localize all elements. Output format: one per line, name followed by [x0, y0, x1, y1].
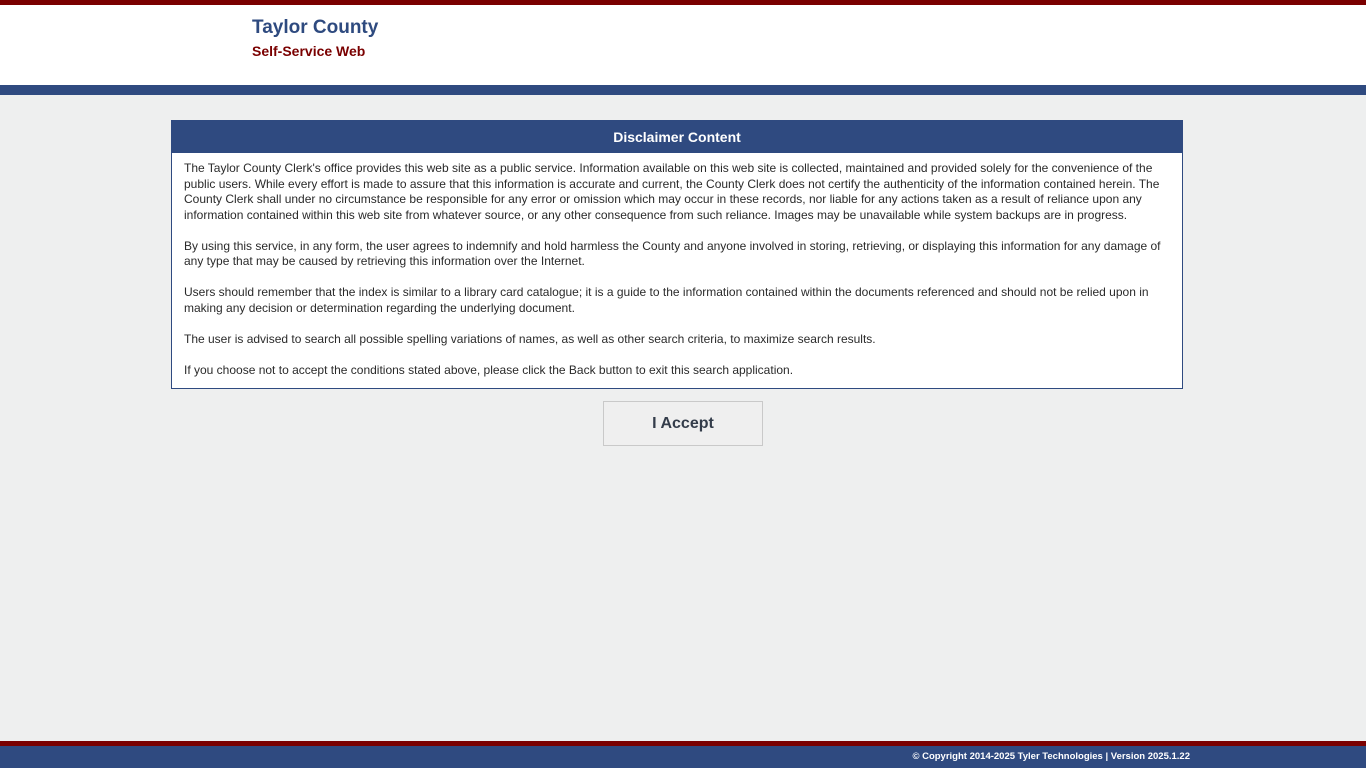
disclaimer-paragraph: The user is advised to search all possible spelling variations of names, as well as other search criteria, to maximize search results.: [184, 331, 876, 346]
disclaimer-paragraph: The Taylor County Clerk's office provides this web site as a public service. Information available on this web site is collected, maintained and provided solely for the convenience of the public users. While every effort is made to assure that this information is accurate and current, the County Clerk does not certify the authenticity of the information contained herein. The County Clerk shall under no circumstance be responsible for any error or omission which may occur in these records, nor liable for any actions taken as a result of reliance upon any information contained within this web site from whatever source, or any other consequence from such reliance. Images may be unavailable while system backups are in progress.: [184, 161, 1160, 222]
disclaimer-body: [172, 153, 1182, 386]
site-footer: [0, 746, 1366, 768]
site-header: [0, 5, 1366, 85]
disclaimer-panel: [171, 120, 1183, 389]
footer-copyright: © Copyright 2014-2025 Tyler Technologies | Version 2025.1.22: [912, 751, 1190, 762]
accept-button[interactable]: I Accept: [603, 401, 763, 446]
disclaimer-paragraph: If you choose not to accept the conditions stated above, please click the Back button to exit this search application.: [184, 362, 794, 377]
disclaimer-heading: Disclaimer Content: [172, 121, 1182, 153]
header-bar: [0, 85, 1366, 95]
disclaimer-paragraph: By using this service, in any form, the user agrees to indemnify and hold harmless the County and anyone involved in storing, retrieving, or displaying this information for any damage of any type that may be caused by retrieving this information over the Internet.: [184, 238, 1161, 268]
site-title[interactable]: Taylor County: [252, 17, 379, 38]
disclaimer-paragraph: Users should remember that the index is similar to a library card catalogue; it is a guide to the information contained within the documents referenced and should not be relied upon in making any decision or determination regarding the underlying document.: [184, 285, 1149, 315]
site-subtitle: Self-Service Web: [252, 43, 366, 59]
